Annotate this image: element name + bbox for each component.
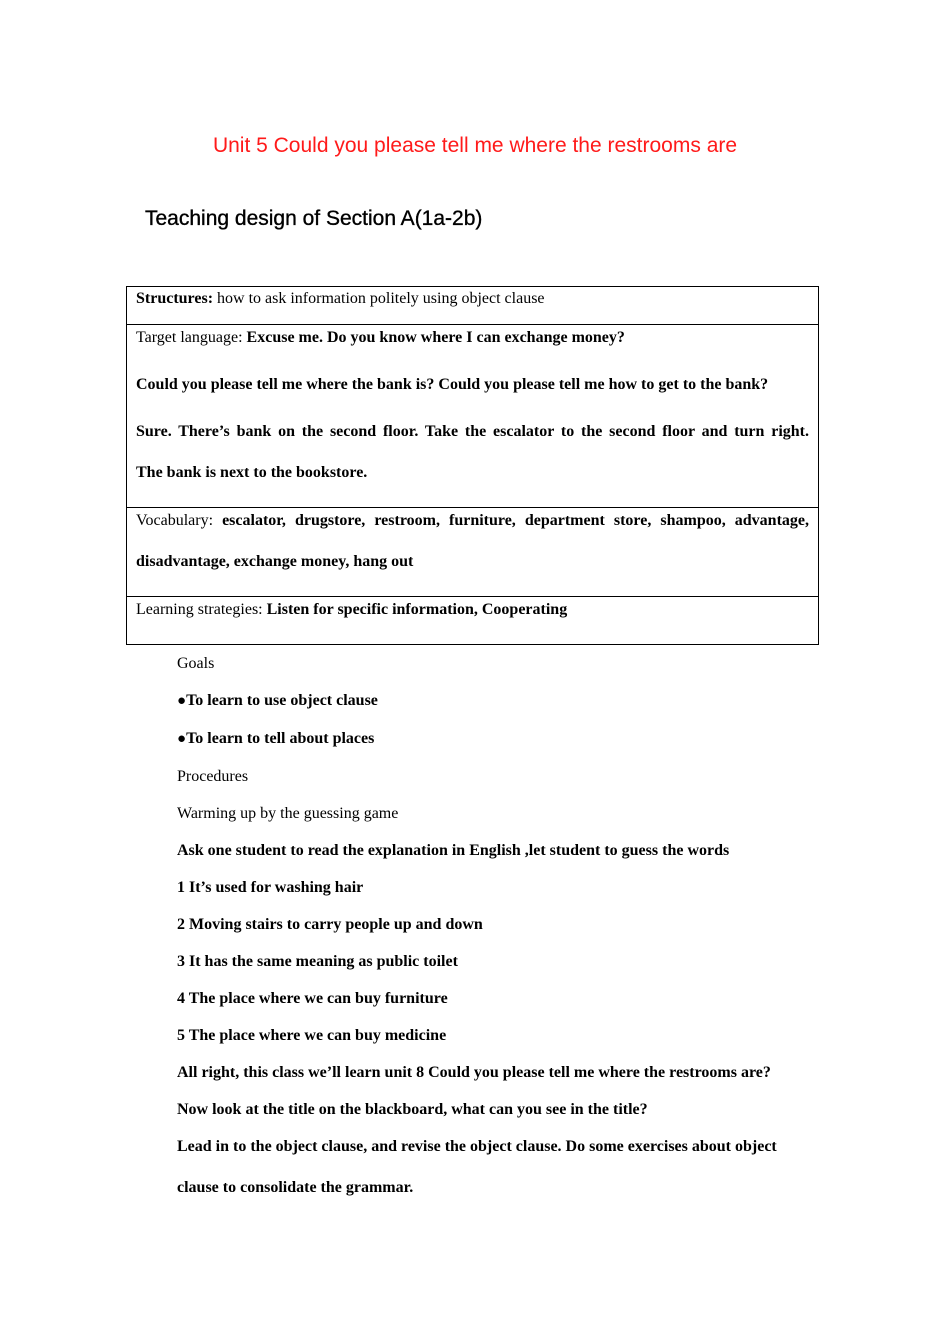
guess-item: 4 The place where we can buy furniture [177,990,448,1007]
vocabulary-row [127,508,819,597]
bullet-icon: ● [177,693,187,709]
goal-item [177,682,817,720]
paragraph: clause to consolidate the grammar. [177,1179,414,1196]
lesson-info-table [126,286,819,645]
goals-heading: Goals [177,655,215,672]
goal-text: To learn to tell about places [186,730,375,747]
target-language-row [127,325,819,508]
paragraph: All right, this class we’ll learn unit 8 Could you please tell me where the restrooms are? [177,1064,771,1081]
goal-item [177,720,817,758]
strategies-row [127,597,819,645]
vocabulary-label: Vocabulary: [136,512,223,529]
unit-title: Unit 5 Could you please tell me where the restrooms are [212,134,738,157]
strategies-text: Listen for specific information, Cooperating [266,601,568,618]
procedures-heading: Procedures [177,768,249,785]
target-language-line-4: The bank is next to the bookstore. [136,464,368,481]
target-language-line-2: Could you please tell me where the bank is? Could you please tell me how to get to the bank? [136,376,769,393]
paragraph: Now look at the title on the blackboard, what can you see in the title? [177,1101,648,1118]
guess-item: 3 It has the same meaning as public toilet [177,953,458,970]
paragraph: Lead in to the object clause, and revise the object clause. Do some exercises about object [177,1138,777,1155]
goal-text: To learn to use object clause [186,692,378,709]
guess-item: 2 Moving stairs to carry people up and down [177,916,483,933]
structures-label: Structures: [136,290,214,307]
vocabulary-line-2: disadvantage, exchange money, hang out [136,553,414,570]
structures-row [127,287,819,325]
guess-item: 1 It’s used for washing hair [177,879,364,896]
guess-item: 5 The place where we can buy medicine [177,1027,447,1044]
lesson-body [177,645,817,1206]
bullet-icon: ● [177,731,187,747]
vocabulary-line-1: escalator, drugstore, restroom, furniture, department store, shampoo, advantage, [222,512,810,529]
warming-up-text: Warming up by the guessing game [177,805,399,822]
strategies-label: Learning strategies: [136,601,267,618]
target-language-line-1: Excuse me. Do you know where I can exchange money? [246,329,625,346]
target-language-line-3: Sure. There’s bank on the second floor. Take the escalator to the second floor and turn right. [136,423,809,440]
section-subtitle: Teaching design of Section A(1a-2b) [145,207,483,230]
instruction-text: Ask one student to read the explanation in English ,let student to guess the words [177,842,730,859]
structures-text: how to ask information politely using object clause [213,290,545,307]
target-language-label: Target language: [136,329,247,346]
